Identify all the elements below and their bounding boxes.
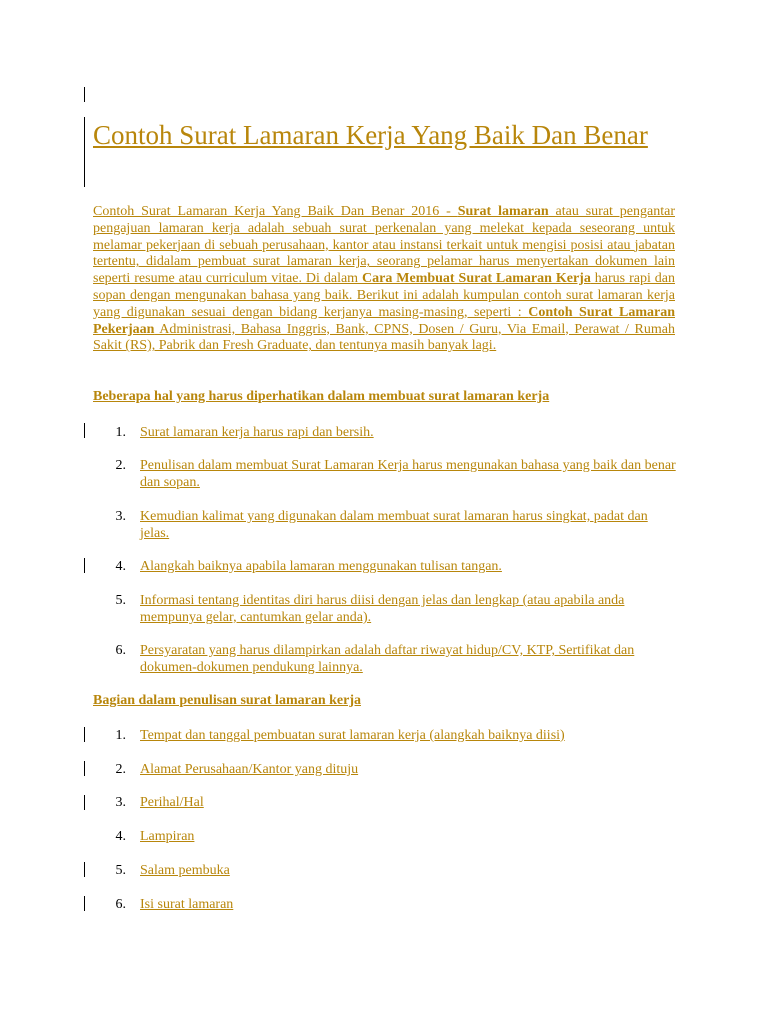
margin-bar (84, 761, 85, 776)
list-item-number: 1. (115, 425, 126, 440)
intro-bold-contoh-surat: Contoh Surat Lamaran Pekerjaan (93, 304, 675, 337)
list-item-number: 2. (115, 762, 126, 777)
intro-text: Contoh Surat Lamaran Kerja Yang Baik Dan Benar 2016 - (93, 204, 458, 219)
list-item-number: 5. (115, 593, 126, 608)
list-item-number: 1. (115, 728, 126, 743)
intro-bold-cara-membuat: Cara Membuat Surat Lamaran Kerja (362, 271, 591, 287)
list-item-link[interactable]: Alangkah baiknya apabila lamaran menggunakan tulisan tangan. (140, 559, 502, 574)
section2-heading[interactable]: Bagian dalam penulisan surat lamaran kerja (93, 693, 361, 708)
title-link[interactable]: Contoh Surat Lamaran Kerja Yang Baik Dan Benar (93, 120, 648, 150)
intro-bold-surat-lamaran: Surat lamaran (457, 204, 549, 219)
margin-bar (84, 117, 85, 187)
intro-text: harus rapi dan sopan dengan mengunakan bahasa yang baik. Berikut ini adalah kumpulan contoh surat lamaran kerja yang digunakan sesuai dengan bidang kerjanya masing-masing, seperti : (93, 271, 675, 320)
intro-paragraph[interactable] (93, 204, 675, 355)
list-item-number: 3. (115, 795, 126, 810)
list-item-link[interactable]: Persyaratan yang harus dilampirkan adalah daftar riwayat hidup/CV, KTP, Sertifikat dan dokumen-dokumen pendukung lainnya. (140, 643, 635, 675)
list-item-number: 4. (115, 559, 126, 574)
list-item-link[interactable]: Lampiran (140, 829, 195, 844)
list-item-link[interactable]: Informasi tentang identitas diri harus diisi dengan jelas dan lengkap (atau apabila anda mempunya gelar, cantumkan gelar anda). (140, 593, 625, 625)
list-item-link[interactable]: Tempat dan tanggal pembuatan surat lamaran kerja (alangkah baiknya diisi) (140, 728, 565, 743)
list-item-link[interactable]: Perihal/Hal (140, 795, 204, 810)
margin-bar (84, 558, 85, 573)
intro-text: Administrasi, Bahasa Inggris, Bank, CPNS, Dosen / Guru, Via Email, Perawat / Rumah Sakit (RS), Pabrik dan Fresh Graduate, dan tentunya masih banyak lagi. (93, 321, 675, 354)
list-item-number: 3. (115, 509, 126, 524)
list-item-number: 5. (115, 863, 126, 878)
list-item-link[interactable]: Alamat Perusahaan/Kantor yang dituju (140, 762, 359, 777)
list-item-link[interactable]: Penulisan dalam membuat Surat Lamaran Kerja harus mengunakan bahasa yang baik dan benar dan sopan. (140, 458, 676, 490)
margin-bar (84, 423, 85, 438)
list-item-link[interactable]: Salam pembuka (140, 863, 230, 878)
section1-heading[interactable]: Beberapa hal yang harus diperhatikan dalam membuat surat lamaran kerja (93, 389, 550, 404)
page-title[interactable] (93, 118, 693, 152)
list-item-number: 6. (115, 643, 126, 658)
margin-bar (84, 87, 85, 102)
margin-bar (84, 795, 85, 810)
list-item-number: 2. (115, 458, 126, 473)
margin-bar (84, 862, 85, 877)
list-item-number: 6. (115, 897, 126, 912)
margin-bar (84, 727, 85, 742)
intro-text: atau surat pengantar pengajuan lamaran kerja adalah sebuah surat perkenalan yang melekat kepada seseorang untuk melamar pekerjaan di sebuah perusahaan, kantor atau instansi terkait untuk mengisi posisi atau jabatan tertentu, didalam pembuat surat lamaran kerja, seorang pelamar harus menyertakan dokumen lain seperti resume atau curriculum vitae. Di dalam (93, 204, 676, 287)
margin-bar (84, 896, 85, 911)
list-item-link[interactable]: Surat lamaran kerja harus rapi dan bersih. (140, 425, 374, 440)
list-item-link[interactable]: Kemudian kalimat yang digunakan dalam membuat surat lamaran harus singkat, padat dan jelas. (140, 509, 648, 541)
list-item-link[interactable]: Isi surat lamaran (140, 897, 234, 912)
list-item-number: 4. (115, 829, 126, 844)
